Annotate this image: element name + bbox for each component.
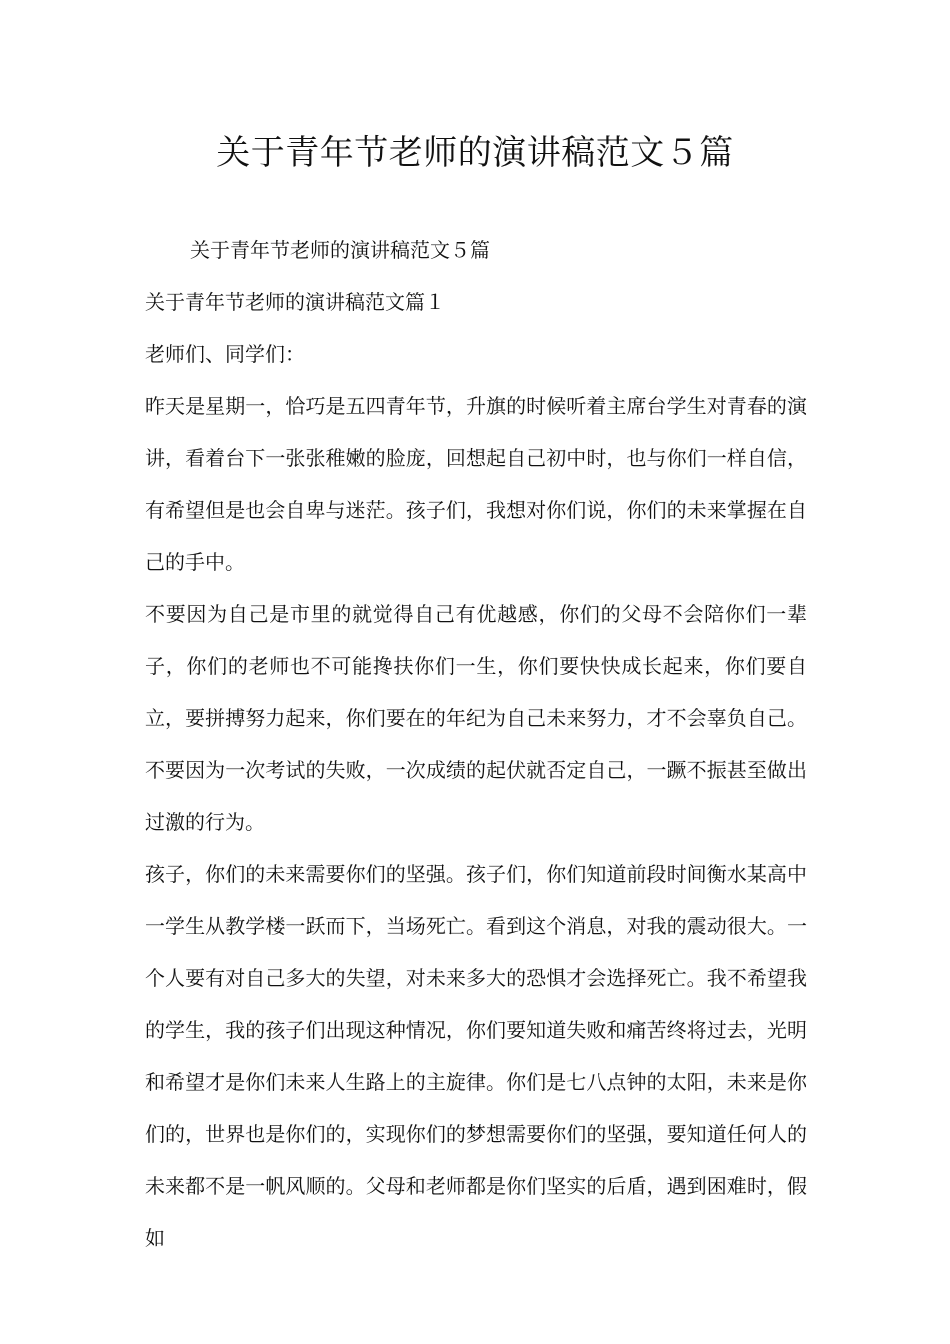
paragraph-1: 昨天是星期一，恰巧是五四青年节，升旗的时候听着主席台学生对青春的演讲，看着台下一张张稚嫩的脸庞，回想起自己初中时，也与你们一样自信，有希望但是也会自卑与迷茫。孩子们，我想对你们说，你们的未来掌握在自己的手中。 (145, 394, 807, 574)
document-title: 关于青年节老师的演讲稿范文５篇 (216, 133, 734, 173)
salutation: 老师们、同学们： (145, 342, 305, 366)
document-body (145, 224, 807, 1264)
paragraph-2: 不要因为自己是市里的就觉得自己有优越感，你们的父母不会陪你们一辈子，你们的老师也不可能搀扶你们一生，你们要快快成长起来，你们要自立，要拼搏努力起来，你们要在的年纪为自己未来努力，才不会辜负自己。不要因为一次考试的失败，一次成绩的起伏就否定自己，一蹶不振甚至做出过激的行为。 (145, 602, 807, 834)
paragraph-3: 孩子，你们的未来需要你们的坚强。孩子们，你们知道前段时间衡水某高中一学生从教学楼一跃而下，当场死亡。看到这个消息，对我的震动很大。一个人要有对自己多大的失望，对未来多大的恐惧才会选择死亡。我不希望我的学生，我的孩子们出现这种情况，你们要知道失败和痛苦终将过去，光明和希望才是你们未来人生路上的主旋律。你们是七八点钟的太阳，未来是你们的，世界也是你们的，实现你们的梦想需要你们的坚强，要知道任何人的未来都不是一帆风顺的。父母和老师都是你们坚实的后盾，遇到困难时，假如 (145, 862, 807, 1250)
document-subtitle: 关于青年节老师的演讲稿范文５篇 (190, 238, 490, 262)
section-heading: 关于青年节老师的演讲稿范文篇１ (145, 290, 445, 314)
